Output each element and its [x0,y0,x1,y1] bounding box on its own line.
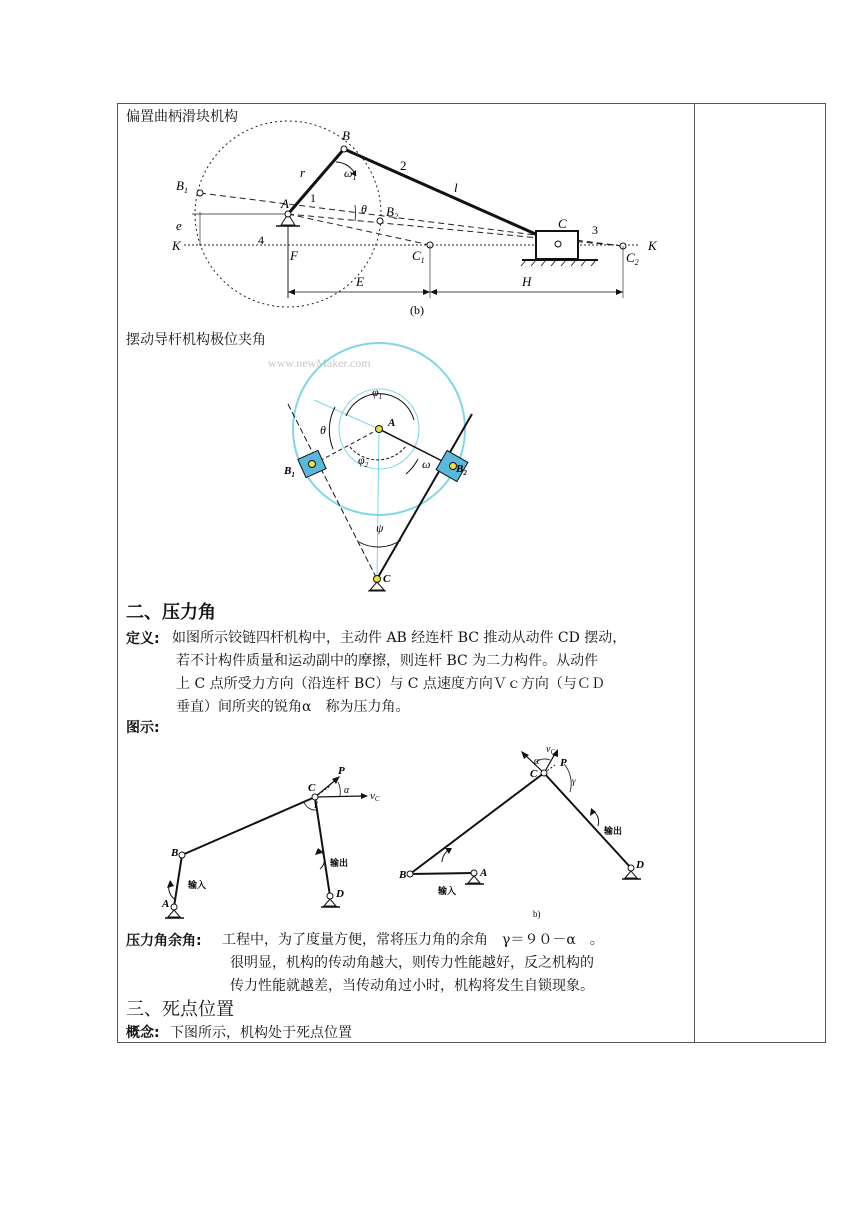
transmission-angle-label: 压力角余角: [126,933,202,949]
left-label-input: 输入 [188,880,207,890]
label-h-dim: H [522,274,532,289]
fig2-caption: 摆动导杆机构极位夹角 [126,332,266,348]
left-label-c: C [308,782,316,794]
right-label-alpha: α [534,756,540,767]
right-label-p: P [560,757,567,769]
label-4: 4 [258,233,264,247]
left-label-alpha: α [344,785,350,796]
label-theta2: θ [320,423,326,437]
label-1: 1 [310,191,316,205]
label-psi: ψ [376,521,384,535]
right-caption: b) [533,909,541,919]
dead-point-heading: 三、死点位置 [126,999,234,1020]
left-label-p: P [338,765,345,777]
label-phi1: $\varphi_1$ [372,385,383,401]
content-table [117,103,826,1043]
watermark: www.newMaker.com [268,356,371,370]
label-c2: $C_2$ [626,250,639,267]
concept-text: 下图所示，机构处于死点位置 [170,1025,352,1041]
left-label-vc: vC [370,790,380,803]
label-theta: θ [361,202,367,216]
label-e-dim: E [356,274,364,289]
label-b2-2: $B_2$ [456,463,467,477]
left-label-gamma: γ [314,798,318,808]
definition-line-2: 若不计构件质量和运动副中的摩擦，则连杆 BC 为二力构件。从动件 [176,653,599,669]
label-e: e [176,218,182,233]
fig1-subcaption: (b) [410,303,424,317]
label-b: B [342,128,350,143]
fig1-caption: 偏置曲柄滑块机构 [126,109,238,125]
definition-label: 定义: [126,631,160,647]
left-label-b: B [171,847,179,859]
pressure-angle-heading: 二、压力角 [126,602,216,623]
left-label-a: A [162,898,170,910]
left-alpha-arc [338,782,340,796]
transmission-line-2: 很明显，机构的传动角越大，则传力性能越好，反之机构的 [230,955,594,971]
label-r: r [300,165,306,180]
label-c1: $C_1$ [412,248,425,265]
transmission-line-3: 传力性能就越差，当传动角过小时，机构将发生自锁现象。 [230,978,594,994]
definition-line-1: 如图所示铰链四杆机构中，主动件 AB 经连杆 BC 推动从动件 CD 摆动， [172,630,627,646]
label-k-left: K [172,238,181,253]
main-cell [118,104,694,1042]
right-label-c: C [530,768,538,780]
label-l: l [454,180,458,195]
diagram-label: 图示: [126,720,160,736]
left-link-bc [182,797,315,855]
label-phi2: $\varphi_2$ [358,453,369,469]
right-label-b: B [399,869,407,881]
label-2: 2 [400,158,407,173]
right-link-ba [410,873,474,874]
left-label-output: 输出 [330,858,349,868]
label-b1-2: $B_1$ [284,465,295,479]
pressure-angle-diagrams [118,104,694,924]
label-f: F [290,248,298,263]
label-k-right: K [648,238,657,253]
right-label-input: 输入 [438,886,457,896]
right-link-cd [544,773,631,868]
concept-label: 概念: [126,1025,160,1041]
right-label-vc: $v_C$ [546,744,556,756]
transmission-paragraph [222,929,604,998]
right-label-d: D [636,859,644,871]
left-label-d: D [336,888,344,900]
label-a2: A [388,417,396,429]
label-omega: $\omega_1$ [344,166,357,182]
left-velocity [315,796,365,797]
label-c: C [558,216,567,231]
transmission-line-1: 工程中，为了度量方便，常将压力角的余角 γ＝９０－α 。 [222,932,604,948]
label-a: A [281,196,289,211]
label-c-2: C [383,573,391,585]
column-divider [694,104,695,1042]
label-omega2: ω [422,457,431,471]
right-label-output: 输出 [604,826,623,836]
left-link-cd [315,797,330,896]
right-link-bc [410,773,544,874]
label-b2: $B_2$ [386,204,398,221]
label-b1: $B_1$ [176,178,188,195]
definition-line-4: 垂直）间所夹的锐角α 称为压力角。 [176,699,410,715]
right-label-gamma: γ [572,776,576,786]
definition-line-3: 上 C 点所受力方向（沿连杆 BC）与 C 点速度方向Ｖｃ方向（与ＣＤ [176,676,605,692]
right-label-a: A [480,867,488,879]
label-3: 3 [592,223,598,237]
